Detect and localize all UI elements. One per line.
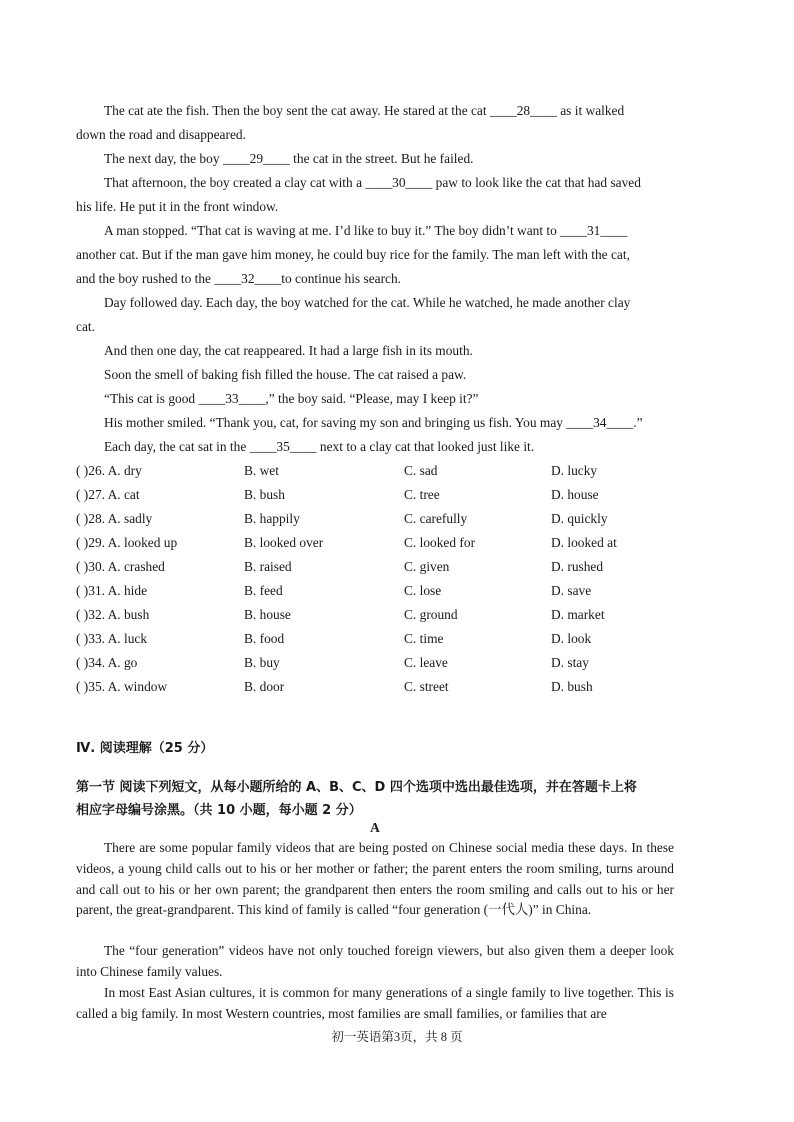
question-32-option-a[interactable]: ( )32. A. bush [76,607,150,622]
passage-line: his life. He put it in the front window. [76,199,279,214]
passage-line: another cat. But if the man gave him money, he could buy rice for the family. The man left with the cat, [76,247,630,262]
question-27-option-d[interactable]: D. house [551,487,599,502]
question-34-option-b[interactable]: B. buy [244,655,280,670]
question-28-option-c[interactable]: C. carefully [404,511,468,526]
passage-line: down the road and disappeared. [76,127,246,142]
question-29-option-c[interactable]: C. looked for [404,535,476,550]
question-28-option-b[interactable]: B. happily [244,511,300,526]
passage-line: The next day, the boy ____29____ the cat in the street. But he failed. [104,151,474,166]
question-32-option-c[interactable]: C. ground [404,607,458,622]
question-31-option-b[interactable]: B. feed [244,583,283,598]
question-31-option-c[interactable]: C. lose [404,583,442,598]
passage-line: Each day, the cat sat in the ____35____ next to a clay cat that looked just like it. [104,439,535,454]
question-29-option-a[interactable]: ( )29. A. looked up [76,535,178,550]
question-33-option-c[interactable]: C. time [404,631,444,646]
question-35-option-a[interactable]: ( )35. A. window [76,679,168,694]
question-34-option-a[interactable]: ( )34. A. go [76,655,138,670]
section-instruction-line-1: 第一节 阅读下列短文，从每小题所给的 A、B、C、D 四个选项中选出最佳选项，并在答题卡上将 [76,780,637,795]
question-35-option-c[interactable]: C. street [404,679,449,694]
question-34-option-c[interactable]: C. leave [404,655,448,670]
page-footer: 初一英语第3页，共 8 页 [331,1030,463,1044]
question-27-option-b[interactable]: B. bush [244,487,285,502]
question-34-option-d[interactable]: D. stay [551,655,589,670]
question-26-option-d[interactable]: D. lucky [551,463,598,478]
question-30-option-a[interactable]: ( )30. A. crashed [76,559,165,574]
passage-a-paragraph: In most East Asian cultures, it is common for many generations of a single family to live together. This is called a big family. In most Western countries, most families are small families, or families that are [76,985,674,1021]
passage-line: The cat ate the fish. Then the boy sent the cat away. He stared at the cat ____28____ as it walked [104,103,625,118]
question-32-option-d[interactable]: D. market [551,607,605,622]
question-31-option-a[interactable]: ( )31. A. hide [76,583,148,598]
question-29-option-b[interactable]: B. looked over [244,535,324,550]
section-instruction-line-2: 相应字母编号涂黑。（共 10 小题，每小题 2 分） [76,803,362,818]
question-26-option-c[interactable]: C. sad [404,463,438,478]
passage-a-paragraph: There are some popular family videos that are being posted on Chinese social media these days. In these videos, a young child calls out to his or her mother or father; the parent enters the room smiling, turns around and call out to his or her own parent; the grandparent then enters the room smiling and calls out to his or her parent, the great-grandparent. This kind of family is called “four generation (一代人)” in China. [76,840,674,918]
question-31-option-d[interactable]: D. save [551,583,592,598]
passage-line: That afternoon, the boy created a clay cat with a ____30____ paw to look like the cat that had saved [104,175,641,190]
question-30-option-b[interactable]: B. raised [244,559,292,574]
passage-line: A man stopped. “That cat is waving at me. I’d like to buy it.” The boy didn’t want to ____31____ [104,223,628,238]
question-33-option-a[interactable]: ( )33. A. luck [76,631,148,646]
question-32-option-b[interactable]: B. house [244,607,291,622]
passage-line: “This cat is good ____33____,” the boy said. “Please, may I keep it?” [104,391,479,406]
passage-line: His mother smiled. “Thank you, cat, for saving my son and bringing us fish. You may ____34____.” [104,415,643,430]
passage-line: cat. [76,319,95,334]
question-35-option-d[interactable]: D. bush [551,679,593,694]
question-26-option-b[interactable]: B. wet [244,463,279,478]
passage-line: Day followed day. Each day, the boy watched for the cat. While he watched, he made another clay [104,295,631,310]
question-28-option-a[interactable]: ( )28. A. sadly [76,511,153,526]
question-27-option-a[interactable]: ( )27. A. cat [76,487,140,502]
question-27-option-c[interactable]: C. tree [404,487,440,502]
question-29-option-d[interactable]: D. looked at [551,535,617,550]
section-title: Ⅳ. 阅读理解（25 分） [76,741,214,756]
question-33-option-b[interactable]: B. food [244,631,285,646]
question-30-option-c[interactable]: C. given [404,559,450,574]
passage-line: and the boy rushed to the ____32____to continue his search. [76,271,402,286]
passage-line: And then one day, the cat reappeared. It had a large fish in its mouth. [104,343,473,358]
passage-line: Soon the smell of baking fish filled the house. The cat raised a paw. [104,367,467,382]
question-35-option-b[interactable]: B. door [244,679,285,694]
passage-a-title: A [370,820,380,835]
question-33-option-d[interactable]: D. look [551,631,592,646]
question-26-option-a[interactable]: ( )26. A. dry [76,463,142,478]
question-30-option-d[interactable]: D. rushed [551,559,604,574]
question-28-option-d[interactable]: D. quickly [551,511,608,526]
passage-a-paragraph: The “four generation” videos have not only touched foreign viewers, but also given them a deeper look into Chinese family values. [76,943,674,979]
